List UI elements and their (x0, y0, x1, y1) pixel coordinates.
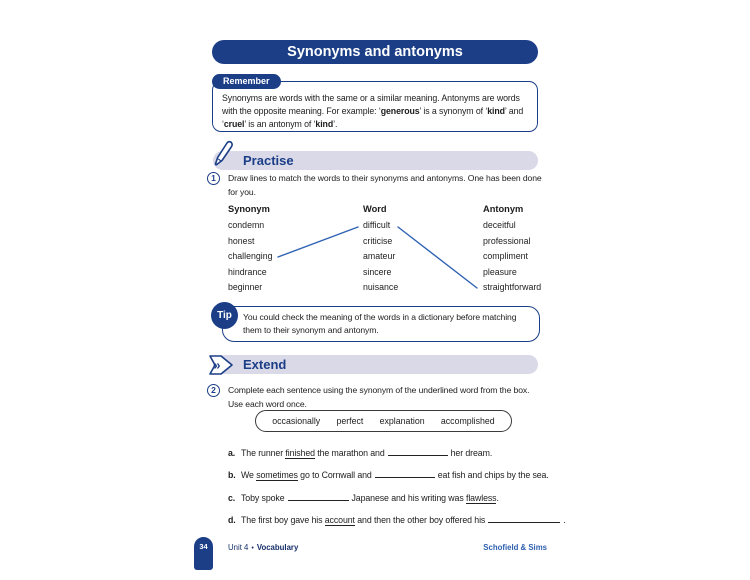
word-bank-item: occasionally (272, 416, 321, 426)
tip-text: You could check the meaning of the words in a dictionary before matching them to their synonym and antonym. (243, 312, 517, 335)
tip-badge: Tip (211, 302, 238, 329)
svg-text:»: » (213, 358, 221, 373)
sentence-b: b. We sometimes go to Cornwall and eat fish and chips by the sea. (228, 470, 549, 480)
match-word[interactable]: straightforward (483, 282, 542, 292)
double-chevron-arrow-icon (207, 353, 235, 377)
column-header-word: Word (363, 204, 387, 214)
question-1-text: Draw lines to match the words to their synonyms and antonyms. One has been done for you. (228, 173, 542, 197)
match-word[interactable]: beginner (228, 282, 263, 292)
match-word[interactable]: deceitful (483, 220, 516, 230)
remember-text: Synonyms are words with the same or a similar meaning. Antonyms are words with the opposite meaning. For example: ‘generous’ is a synonym of ‘kind’ and ‘cruel’ is an antonym of ‘kind’. (222, 93, 524, 129)
answer-blank[interactable] (388, 448, 448, 456)
practise-section-label: Practise (243, 153, 294, 168)
pencil-icon (212, 140, 237, 170)
page-title: Synonyms and antonyms (212, 40, 538, 64)
remember-label: Remember (212, 74, 281, 89)
sentence-label: c. (228, 493, 236, 503)
match-word[interactable]: honest (228, 235, 255, 246)
underlined-word: sometimes (256, 470, 298, 480)
match-word[interactable]: amateur (363, 251, 396, 261)
question-1-number: 1 (207, 172, 220, 185)
synonym-column (228, 202, 273, 296)
column-header-antonym: Antonym (483, 204, 524, 214)
sentence-c: c. Toby spoke Japanese and his writing was flawless. (228, 493, 499, 503)
answer-blank[interactable] (375, 470, 435, 478)
sentence-d: d. The first boy gave his account and then the other boy offered his . (228, 515, 566, 525)
extend-section-header (213, 355, 538, 374)
answer-blank[interactable] (488, 515, 560, 523)
match-word[interactable]: criticise (363, 235, 393, 246)
underlined-word: flawless (465, 493, 497, 503)
answer-blank[interactable] (288, 493, 349, 501)
antonym-column (483, 202, 541, 296)
extend-section-label: Extend (243, 357, 287, 372)
word-column (363, 202, 398, 296)
underlined-word: finished (285, 448, 315, 458)
practise-section-header (213, 151, 538, 170)
match-word[interactable]: hindrance (228, 266, 267, 277)
footer-unit-label: Unit 4 • Vocabulary (228, 543, 299, 552)
question-2-number: 2 (207, 384, 220, 397)
question-2-text: Complete each sentence using the synonym of the underlined word from the box. Use each word once. (228, 385, 530, 409)
match-word[interactable]: compliment (483, 251, 528, 261)
match-word[interactable]: challenging (228, 251, 273, 261)
match-word[interactable]: nuisance (363, 282, 399, 292)
match-word[interactable]: condemn (228, 220, 265, 230)
match-word[interactable]: difficult (363, 220, 391, 230)
match-word[interactable]: sincere (363, 266, 392, 277)
word-bank-item: perfect (336, 416, 364, 426)
match-word[interactable]: professional (483, 235, 531, 246)
word-bank (255, 410, 512, 432)
sentence-a: a. The runner finished the marathon and her dream. (228, 448, 493, 458)
word-bank-item: accomplished (440, 416, 495, 426)
sentence-label: d. (228, 515, 236, 525)
match-word[interactable]: pleasure (483, 266, 517, 277)
page-number-tab: 34 (194, 537, 213, 570)
column-header-synonym: Synonym (228, 204, 270, 214)
sentence-label: b. (228, 470, 236, 480)
sentence-label: a. (228, 448, 236, 458)
publisher-logo-text: Schofield & Sims (483, 543, 547, 552)
bullet-separator: • (251, 545, 254, 552)
underlined-word: account (324, 515, 355, 525)
word-bank-item: explanation (379, 416, 425, 426)
